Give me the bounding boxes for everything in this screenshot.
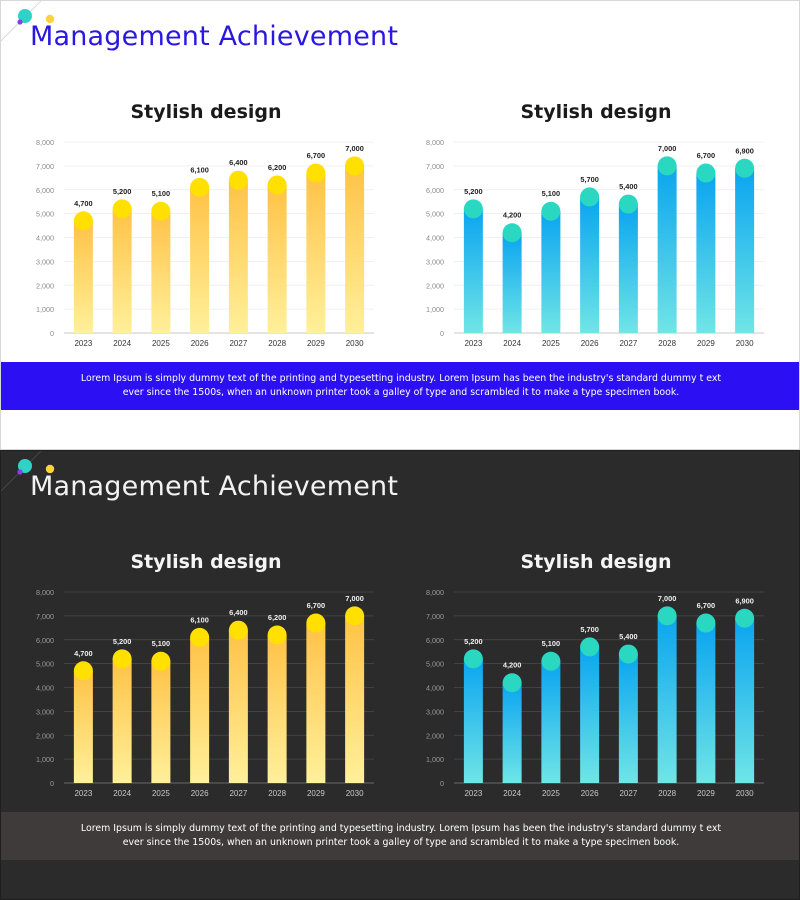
bar xyxy=(735,618,754,783)
y-tick-label: 8,000 xyxy=(36,588,54,597)
x-tick-label: 2024 xyxy=(503,339,522,348)
y-tick-label: 4,000 xyxy=(426,683,444,693)
x-tick-label: 2023 xyxy=(74,789,93,798)
data-label: 4,200 xyxy=(502,660,522,670)
chart-title: Stylish design xyxy=(130,551,282,573)
y-tick-label: 0 xyxy=(440,779,444,788)
bar xyxy=(735,168,754,333)
y-tick-label: 4,000 xyxy=(426,233,444,243)
y-tick-label: 7,000 xyxy=(36,611,54,621)
x-tick-label: 2030 xyxy=(345,789,364,798)
data-label: 4,700 xyxy=(74,648,93,658)
bar xyxy=(306,173,325,333)
y-tick-label: 8,000 xyxy=(426,138,444,147)
x-tick-label: 2023 xyxy=(464,789,483,798)
data-label: 5,200 xyxy=(464,186,483,196)
bar xyxy=(229,180,248,333)
data-label: 7,000 xyxy=(345,593,364,603)
bar-cap xyxy=(74,211,93,230)
y-tick-label: 1,000 xyxy=(36,755,54,765)
bar-cap xyxy=(113,649,132,668)
data-label: 6,700 xyxy=(696,151,716,161)
data-label: 5,100 xyxy=(541,189,561,199)
x-tick-label: 2027 xyxy=(619,339,638,348)
bar xyxy=(658,166,677,333)
x-tick-label: 2024 xyxy=(503,789,522,798)
bar xyxy=(541,661,560,783)
y-tick-label: 7,000 xyxy=(426,611,444,621)
x-tick-label: 2029 xyxy=(306,789,325,798)
x-tick-label: 2026 xyxy=(190,339,209,348)
data-label: 5,200 xyxy=(112,636,132,646)
data-label: 6,700 xyxy=(696,601,716,611)
bar xyxy=(74,671,93,783)
data-label: 6,100 xyxy=(190,615,209,625)
x-tick-label: 2030 xyxy=(735,789,754,798)
data-label: 6,700 xyxy=(306,601,326,611)
x-tick-label: 2023 xyxy=(74,339,93,348)
y-tick-label: 8,000 xyxy=(36,138,54,147)
x-tick-label: 2025 xyxy=(151,789,170,798)
data-label: 5,200 xyxy=(464,636,483,646)
x-tick-label: 2027 xyxy=(229,789,248,798)
x-tick-label: 2026 xyxy=(190,789,209,798)
bar xyxy=(503,683,522,783)
y-tick-label: 0 xyxy=(440,329,444,338)
x-tick-label: 2024 xyxy=(113,789,132,798)
bar-cap xyxy=(151,202,170,221)
data-label: 4,700 xyxy=(74,198,93,208)
x-tick-label: 2025 xyxy=(541,789,560,798)
y-tick-label: 6,000 xyxy=(426,185,444,195)
bar-cap xyxy=(229,171,248,190)
data-label: 4,200 xyxy=(502,210,522,220)
y-tick-label: 5,000 xyxy=(426,209,444,219)
bar xyxy=(113,659,132,783)
slide-title: Management Achievement xyxy=(30,471,399,502)
data-label: 6,100 xyxy=(190,165,209,175)
bar-cap xyxy=(541,652,560,671)
footer-text: Lorem Ipsum is simply dummy text of the printing and typesetting industry. Lorem Ipsum has been the industry's standard dummy t ext ever since the 1500s, when an unknown printer took a galley of type and scrambled it to make a type specimen book. xyxy=(1,812,800,860)
bar-cap xyxy=(580,637,599,656)
data-label: 5,100 xyxy=(151,639,171,649)
bar xyxy=(151,661,170,783)
x-tick-label: 2027 xyxy=(619,789,638,798)
bar xyxy=(619,204,638,333)
x-tick-label: 2028 xyxy=(268,339,287,348)
bar-cap xyxy=(113,199,132,218)
x-tick-label: 2030 xyxy=(345,339,364,348)
bar-cap xyxy=(503,673,522,692)
bar-cap xyxy=(619,645,638,664)
y-tick-label: 3,000 xyxy=(426,257,444,267)
chart-title: Stylish design xyxy=(130,101,282,123)
bar xyxy=(190,637,209,783)
bar xyxy=(580,647,599,783)
y-tick-label: 0 xyxy=(50,329,54,338)
bar-cap xyxy=(464,649,483,668)
bar-cap xyxy=(658,156,677,175)
y-tick-label: 5,000 xyxy=(426,659,444,669)
chart-title: Stylish design xyxy=(520,551,672,573)
data-label: 5,400 xyxy=(619,632,638,642)
bar xyxy=(696,173,715,333)
data-label: 6,400 xyxy=(229,158,248,168)
y-tick-label: 3,000 xyxy=(36,257,54,267)
data-label: 5,700 xyxy=(580,174,599,184)
bar-cap xyxy=(464,199,483,218)
x-tick-label: 2023 xyxy=(464,339,483,348)
bar-cap xyxy=(541,202,560,221)
y-tick-label: 1,000 xyxy=(36,305,54,315)
bar-cap xyxy=(74,661,93,680)
y-tick-label: 1,000 xyxy=(426,755,444,765)
y-tick-label: 6,000 xyxy=(36,635,54,645)
bar xyxy=(658,616,677,783)
bar xyxy=(268,185,287,333)
data-label: 5,700 xyxy=(580,624,599,634)
x-tick-label: 2029 xyxy=(306,339,325,348)
x-tick-label: 2026 xyxy=(580,339,599,348)
bar-cap xyxy=(619,195,638,214)
data-label: 7,000 xyxy=(657,143,677,153)
bar-cap xyxy=(190,628,209,647)
y-tick-label: 6,000 xyxy=(426,635,444,645)
bar-cap xyxy=(151,652,170,671)
y-tick-label: 3,000 xyxy=(426,707,444,717)
y-tick-label: 5,000 xyxy=(36,659,54,669)
data-label: 6,900 xyxy=(735,596,754,606)
slide-dark xyxy=(0,450,800,900)
bar xyxy=(541,211,560,333)
x-tick-label: 2025 xyxy=(541,339,560,348)
y-tick-label: 4,000 xyxy=(36,233,54,243)
y-tick-label: 2,000 xyxy=(426,281,444,291)
bar xyxy=(503,233,522,333)
data-label: 6,200 xyxy=(267,162,287,172)
x-tick-label: 2026 xyxy=(580,789,599,798)
y-tick-label: 2,000 xyxy=(36,731,54,741)
data-label: 6,400 xyxy=(229,608,248,618)
y-tick-label: 5,000 xyxy=(36,209,54,219)
bar-chart xyxy=(26,131,386,356)
bar-cap xyxy=(268,625,287,644)
bar xyxy=(464,209,483,333)
x-tick-label: 2029 xyxy=(696,789,715,798)
data-label: 7,000 xyxy=(345,143,364,153)
x-tick-label: 2030 xyxy=(735,339,754,348)
bar xyxy=(696,623,715,783)
data-label: 5,400 xyxy=(619,182,638,192)
bar-cap xyxy=(268,175,287,194)
bar-cap xyxy=(503,223,522,242)
x-tick-label: 2027 xyxy=(229,339,248,348)
bar xyxy=(306,623,325,783)
bar-cap xyxy=(658,606,677,625)
x-tick-label: 2029 xyxy=(696,339,715,348)
bar xyxy=(229,630,248,783)
bar-chart xyxy=(416,581,776,806)
y-tick-label: 3,000 xyxy=(36,707,54,717)
bar-cap xyxy=(345,156,364,175)
x-tick-label: 2025 xyxy=(151,339,170,348)
bar-cap xyxy=(345,606,364,625)
x-tick-label: 2028 xyxy=(658,339,677,348)
bar xyxy=(464,659,483,783)
bar-cap xyxy=(696,614,715,633)
x-tick-label: 2028 xyxy=(268,789,287,798)
footer-text: Lorem Ipsum is simply dummy text of the printing and typesetting industry. Lorem Ipsum has been the industry's standard dummy t ext ever since the 1500s, when an unknown printer took a galley of type and scrambled it to make a type specimen book. xyxy=(1,362,800,410)
bar xyxy=(345,166,364,333)
bar xyxy=(74,221,93,333)
data-label: 5,200 xyxy=(112,186,132,196)
bar-cap xyxy=(306,614,325,633)
data-label: 5,100 xyxy=(151,189,171,199)
bar-cap xyxy=(735,159,754,178)
bar xyxy=(580,197,599,333)
y-tick-label: 4,000 xyxy=(36,683,54,693)
data-label: 6,700 xyxy=(306,151,326,161)
bar xyxy=(113,209,132,333)
y-tick-label: 1,000 xyxy=(426,305,444,315)
y-tick-label: 8,000 xyxy=(426,588,444,597)
bar-cap xyxy=(190,178,209,197)
bar-chart xyxy=(416,131,776,356)
y-tick-label: 7,000 xyxy=(36,161,54,171)
bar xyxy=(190,187,209,333)
bar-cap xyxy=(696,164,715,183)
data-label: 6,900 xyxy=(735,146,754,156)
bar xyxy=(268,635,287,783)
data-label: 7,000 xyxy=(657,593,677,603)
slide-title: Management Achievement xyxy=(30,21,399,52)
bar-cap xyxy=(580,187,599,206)
y-tick-label: 0 xyxy=(50,779,54,788)
x-tick-label: 2028 xyxy=(658,789,677,798)
bar xyxy=(345,616,364,783)
data-label: 5,100 xyxy=(541,639,561,649)
data-label: 6,200 xyxy=(267,612,287,622)
x-tick-label: 2024 xyxy=(113,339,132,348)
bar-chart xyxy=(26,581,386,806)
bar xyxy=(619,654,638,783)
chart-title: Stylish design xyxy=(520,101,672,123)
y-tick-label: 2,000 xyxy=(36,281,54,291)
y-tick-label: 6,000 xyxy=(36,185,54,195)
bar-cap xyxy=(735,609,754,628)
bar xyxy=(151,211,170,333)
y-tick-label: 7,000 xyxy=(426,161,444,171)
y-tick-label: 2,000 xyxy=(426,731,444,741)
bar-cap xyxy=(306,164,325,183)
bar-cap xyxy=(229,621,248,640)
